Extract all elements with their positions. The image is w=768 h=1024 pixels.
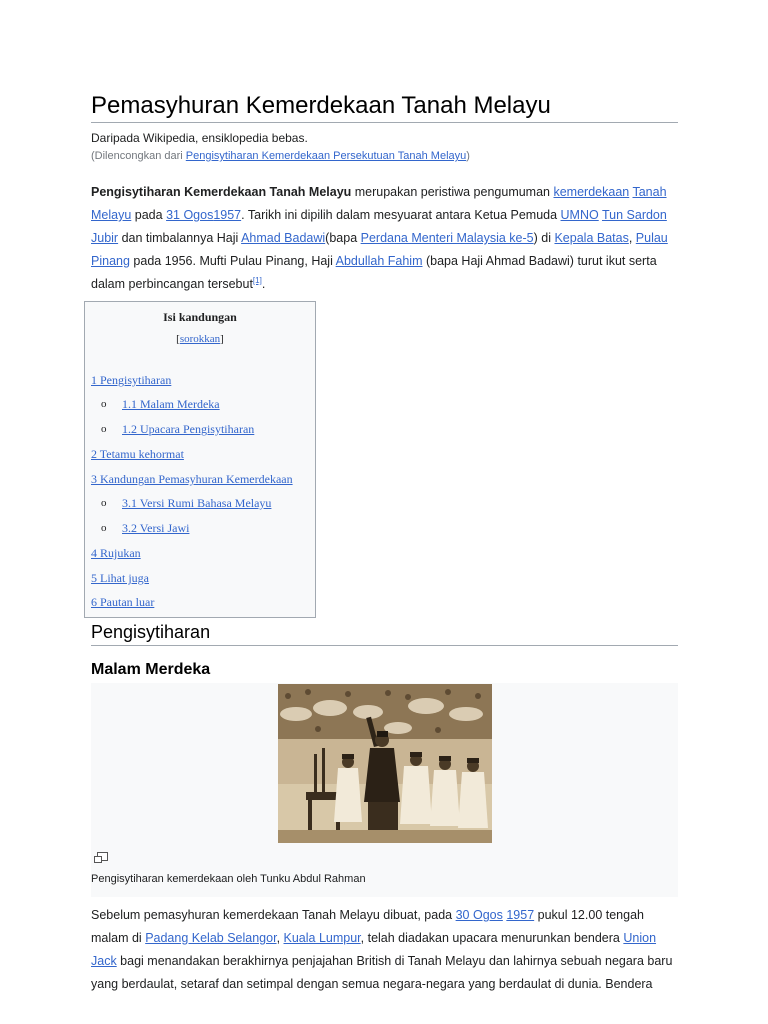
- link-umno[interactable]: UMNO: [560, 208, 599, 222]
- body-text: pukul 12.00 tengah malam di: [91, 908, 644, 945]
- link-1957[interactable]: 1957: [213, 208, 242, 222]
- redirect-notice: [91, 149, 470, 164]
- body-paragraph: [91, 904, 681, 996]
- toc-item-3-2[interactable]: 3.2 Versi Jawi: [122, 521, 190, 535]
- toc-item-6[interactable]: 6 Pautan luar: [91, 595, 155, 609]
- toc-item-1-1[interactable]: 1.1 Malam Merdeka: [122, 397, 220, 411]
- subsection-heading: Malam Merdeka: [91, 661, 211, 678]
- body-text: Sebelum pemasyhuran kemerdekaan Tanah Melayu dibuat, pada: [91, 908, 456, 922]
- toc-bullet: o: [101, 522, 107, 534]
- link-1957-body[interactable]: 1957: [506, 908, 535, 922]
- toc-item-4[interactable]: 4 Rujukan: [91, 546, 141, 560]
- toc-item-3-1[interactable]: 3.1 Versi Rumi Bahasa Melayu: [122, 496, 272, 510]
- intro-bold-term: Pengisytiharan Kemerdekaan Tanah Melayu: [91, 185, 352, 199]
- toc-item-1[interactable]: 1 Pengisytiharan: [91, 373, 172, 387]
- intro-text: pada 1956. Mufti Pulau Pinang, Haji: [129, 254, 336, 268]
- page-title: Pemasyhuran Kemerdekaan Tanah Melayu: [91, 90, 678, 123]
- link-kemerdekaan[interactable]: kemerdekaan: [553, 185, 630, 199]
- body-text: , telah diadakan upacara menurunkan bendera: [360, 931, 624, 945]
- table-of-contents: [84, 301, 316, 618]
- intro-text: ,: [628, 231, 636, 245]
- toc-bullet: o: [101, 423, 107, 435]
- link-30-ogos[interactable]: 30 Ogos: [455, 908, 503, 922]
- link-tun-sardon-jubir[interactable]: Tun Sardon Jubir: [91, 208, 667, 245]
- toc-bracket: ]: [220, 333, 224, 345]
- body-text: ,: [276, 931, 284, 945]
- independence-photo[interactable]: [278, 684, 492, 843]
- intro-text: pada: [131, 208, 167, 222]
- toc-toggle: [85, 333, 315, 345]
- intro-paragraph: [91, 181, 681, 296]
- toc-title: Isi kandungan: [163, 310, 237, 324]
- link-tanah-melayu[interactable]: Tanah Melayu: [91, 185, 667, 222]
- toc-item-5[interactable]: 5 Lihat juga: [91, 571, 149, 585]
- site-sub: Daripada Wikipedia, ensiklopedia bebas.: [91, 131, 308, 145]
- link-kepala-batas[interactable]: Kepala Batas: [554, 231, 629, 245]
- intro-text: (bapa: [325, 231, 361, 245]
- body-text: bagi menandakan berakhirnya penjajahan British di Tanah Melayu dan lahirnya sebuah negara baru yang berdaulat, setaraf dan setimpal dengan semua negara-negara yang berdaulat di dunia. Bendera: [91, 954, 673, 991]
- link-union-jack[interactable]: Union Jack: [91, 931, 657, 968]
- intro-text: dan timbalannya Haji: [118, 231, 242, 245]
- image-thumbnail: [91, 683, 678, 897]
- reference-link[interactable]: [1]: [252, 275, 262, 285]
- intro-text: (bapa Haji Ahmad Badawi) turut ikut serta dalam perbincangan tersebut: [91, 254, 657, 291]
- intro-text: merupakan peristiwa pengumuman: [351, 185, 554, 199]
- intro-text: ) di: [533, 231, 555, 245]
- toc-hide-link[interactable]: sorokkan: [179, 333, 221, 345]
- link-pulau-pinang[interactable]: Pulau Pinang: [91, 231, 668, 268]
- toc-bullet: o: [101, 398, 107, 410]
- redirect-suffix: ): [466, 150, 470, 162]
- link-abdullah-fahim[interactable]: Abdullah Fahim: [335, 254, 423, 268]
- intro-text: . Tarikh ini dipilih dalam mesyuarat antara Ketua Pemuda: [241, 208, 561, 222]
- link-perdana-menteri[interactable]: Perdana Menteri Malaysia ke-5: [360, 231, 534, 245]
- toc-bracket: [: [176, 333, 180, 345]
- toc-item-2[interactable]: 2 Tetamu kehormat: [91, 447, 184, 461]
- section-heading: Pengisytiharan: [91, 619, 678, 646]
- link-padang-kelab-selangor[interactable]: Padang Kelab Selangor: [145, 931, 277, 945]
- link-kuala-lumpur[interactable]: Kuala Lumpur: [283, 931, 361, 945]
- intro-text: .: [261, 277, 266, 291]
- redirect-prefix: (Dilencongkan dari: [91, 150, 186, 162]
- link-ahmad-badawi[interactable]: Ahmad Badawi: [241, 231, 326, 245]
- link-31-ogos[interactable]: 31 Ogos: [166, 208, 214, 222]
- toc-bullet: o: [101, 497, 107, 509]
- redirect-link[interactable]: Pengisytiharan Kemerdekaan Persekutuan Tanah Melayu: [185, 150, 467, 162]
- image-caption: Pengisytiharan kemerdekaan oleh Tunku Abdul Rahman: [91, 873, 366, 885]
- toc-item-3[interactable]: 3 Kandungan Pemasyhuran Kemerdekaan: [91, 472, 293, 486]
- magnify-clip-icon[interactable]: [93, 851, 109, 865]
- toc-item-1-2[interactable]: 1.2 Upacara Pengisytiharan: [122, 422, 255, 436]
